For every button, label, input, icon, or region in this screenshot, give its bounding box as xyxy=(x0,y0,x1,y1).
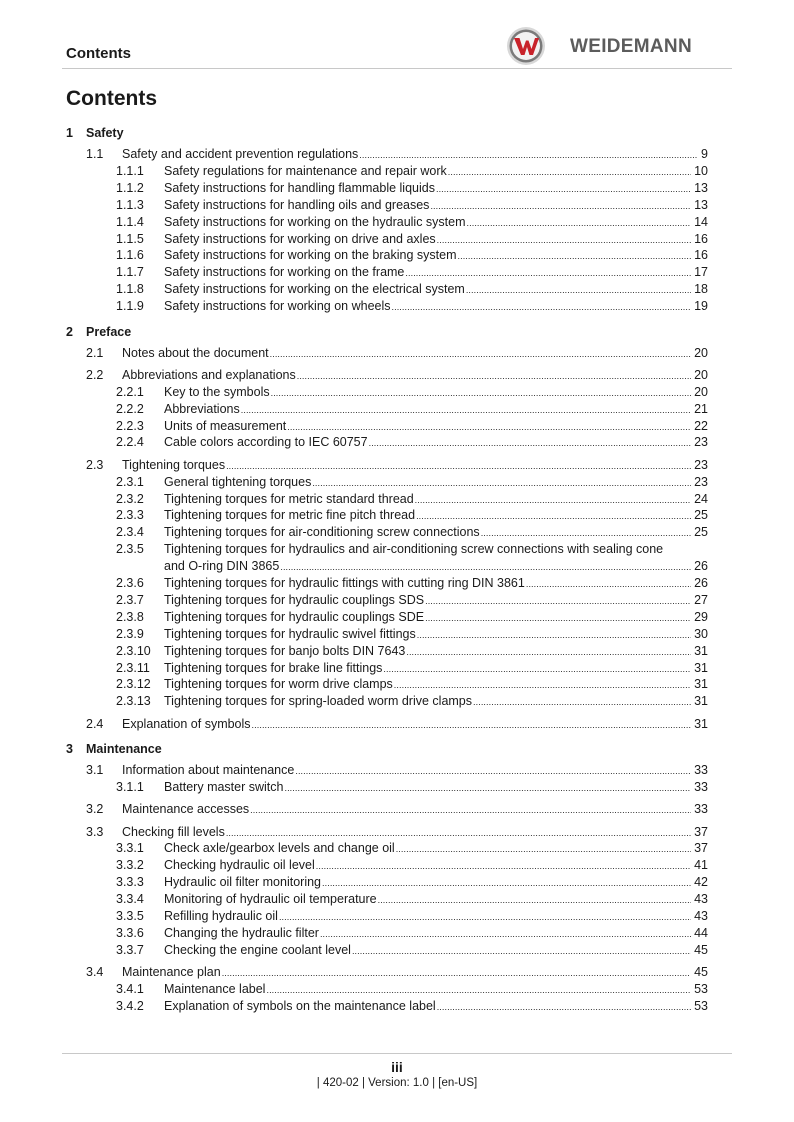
toc-entry[interactable] xyxy=(0,891,794,908)
toc-entry-line xyxy=(164,891,708,909)
toc-entry-page: 53 xyxy=(694,982,708,996)
dot-leader xyxy=(297,367,691,385)
toc-entry-number: 2.1 xyxy=(86,345,104,360)
toc-entry-number: 1.1.9 xyxy=(116,299,144,314)
dot-leader xyxy=(250,801,691,819)
dot-leader xyxy=(352,942,691,960)
toc-entry-line xyxy=(164,281,708,299)
toc-entry-title: Safety instructions for handling oils and greases xyxy=(164,197,430,212)
toc-entry-number: 2.3.9 xyxy=(116,626,144,641)
toc-entry[interactable] xyxy=(0,908,794,925)
toc-entry-number: 2.3.5 xyxy=(116,542,144,557)
toc-entry-page: 22 xyxy=(694,418,708,433)
toc-entry-line xyxy=(164,214,708,232)
toc-entry-title: Tightening torques for hydraulic swivel fittings xyxy=(164,626,416,641)
header-title: Contents xyxy=(66,45,131,62)
toc-entry-page: 26 xyxy=(694,576,708,590)
toc-entry-line xyxy=(164,643,708,661)
toc-entry-line xyxy=(122,964,708,982)
dot-leader xyxy=(270,345,691,363)
document-version: | 420-02 | Version: 1.0 | [en-US] xyxy=(316,1077,478,1089)
toc-entry-number: 3.3.4 xyxy=(116,892,144,907)
toc-entry[interactable] xyxy=(0,474,794,491)
dot-leader xyxy=(430,197,691,215)
toc-entry-line xyxy=(164,163,708,181)
toc-entry-title: Monitoring of hydraulic oil temperature xyxy=(164,892,377,907)
toc-entry-line xyxy=(164,592,708,610)
toc-entry-line xyxy=(164,840,708,858)
toc-entry-line xyxy=(164,908,708,926)
toc-entry-line xyxy=(164,609,708,627)
toc-entry-page: 17 xyxy=(694,265,708,280)
toc-entry[interactable] xyxy=(0,418,794,435)
toc-entry[interactable] xyxy=(0,214,794,231)
toc-entry-title: Tightening torques for worm drive clamps xyxy=(164,677,393,692)
toc-entry[interactable] xyxy=(0,247,794,264)
dot-leader xyxy=(436,180,691,198)
toc-entry[interactable] xyxy=(0,231,794,248)
toc-entry-line xyxy=(164,298,708,316)
dot-leader xyxy=(425,609,691,627)
toc-entry-page: 18 xyxy=(694,282,708,297)
toc-entry[interactable] xyxy=(0,367,794,384)
toc-entry-title: Safety instructions for working on the hydraulic system xyxy=(164,214,466,229)
toc-entry-line xyxy=(164,180,708,198)
brand-wordmark: WEIDEMANN xyxy=(570,36,692,57)
toc-entry-title: Maintenance accesses xyxy=(122,802,250,817)
toc-entry-number: 2.4 xyxy=(86,716,104,731)
toc-entry[interactable] xyxy=(0,824,794,841)
toc-entry-number: 3.3.1 xyxy=(116,841,144,856)
toc-entry[interactable] xyxy=(0,401,794,418)
toc-entry[interactable] xyxy=(0,491,794,508)
toc-entry[interactable] xyxy=(0,281,794,298)
toc-entry-title: Changing the hydraulic filter xyxy=(164,925,319,940)
toc-entry-line xyxy=(122,146,708,164)
toc-entry-number: 2.3 xyxy=(86,457,104,472)
toc-entry[interactable] xyxy=(0,163,794,180)
toc-entry-number: 2.3.7 xyxy=(116,592,144,607)
toc-entry-number: 2.2.3 xyxy=(116,418,144,433)
dot-leader xyxy=(415,491,691,509)
toc-entry-title: Maintenance label xyxy=(164,982,266,996)
toc-entry-page: 37 xyxy=(694,824,708,839)
toc-entry[interactable] xyxy=(0,840,794,857)
chapter-title: Preface xyxy=(86,324,132,339)
toc-entry-page: 23 xyxy=(694,457,708,472)
dot-leader xyxy=(252,716,692,734)
toc-entry[interactable] xyxy=(0,592,794,609)
toc-entry-title: Abbreviations xyxy=(164,401,240,416)
dot-leader xyxy=(396,840,691,858)
dot-leader xyxy=(271,384,691,402)
toc-entry-title-line1: Tightening torques for hydraulics and air-conditioning screw connections with sealing cone xyxy=(164,542,664,557)
toc-entry-number: 3.3.7 xyxy=(116,942,144,957)
toc-entry-title: Tightening torques for spring-loaded worm drive clamps xyxy=(164,694,473,709)
toc-entry-page: 16 xyxy=(694,248,708,263)
toc-entry-line xyxy=(164,247,708,265)
toc-entry-number: 3.3.2 xyxy=(116,858,144,873)
toc-entry-title: and O-ring DIN 3865 xyxy=(164,559,280,574)
toc-entry-title: Units of measurement xyxy=(164,418,287,433)
toc-entry-page: 31 xyxy=(694,660,708,675)
toc-entry-line xyxy=(164,434,708,452)
toc-entry-number: 2.3.11 xyxy=(116,660,150,675)
toc-entry-title: Tightening torques for hydraulic fittings with cutting ring DIN 3861 xyxy=(164,576,525,590)
chapter-number: 3 xyxy=(66,742,73,756)
toc-entry-page: 27 xyxy=(694,592,708,607)
dot-leader xyxy=(322,874,691,892)
toc-entry-number: 2.3.12 xyxy=(116,677,151,692)
dot-leader xyxy=(526,575,691,593)
toc-entry-title: Tightening torques for brake line fittings xyxy=(164,660,383,675)
dot-leader xyxy=(437,231,691,249)
toc-entry-title: Safety instructions for working on the frame xyxy=(164,265,405,280)
toc-entry-line xyxy=(164,857,708,875)
toc-entry-page: 45 xyxy=(694,942,708,957)
toc-entry-number: 2.2.2 xyxy=(116,401,144,416)
dot-leader xyxy=(467,214,692,232)
toc-entry[interactable] xyxy=(0,660,794,677)
toc-entry-number: 1.1.2 xyxy=(116,180,144,195)
toc-entry[interactable] xyxy=(0,524,794,541)
toc-entry-page: 20 xyxy=(694,345,708,360)
dot-leader xyxy=(437,998,691,1016)
toc-entry-page: 23 xyxy=(694,474,708,489)
dot-leader xyxy=(448,163,691,181)
dot-leader xyxy=(369,434,692,452)
toc-entry-title: Safety instructions for working on the electrical system xyxy=(164,282,465,297)
toc-entry[interactable] xyxy=(0,942,794,959)
dot-leader xyxy=(392,298,692,316)
dot-leader xyxy=(405,264,691,282)
toc-entry-page: 19 xyxy=(694,299,708,314)
toc-entry-page: 26 xyxy=(694,559,708,574)
dot-leader xyxy=(359,146,698,164)
toc-entry-line xyxy=(164,575,708,593)
dot-leader xyxy=(284,779,691,797)
toc-entry[interactable] xyxy=(0,801,794,818)
dot-leader xyxy=(320,925,691,943)
toc-entry-number: 2.3.2 xyxy=(116,491,144,506)
toc-entry[interactable] xyxy=(0,981,794,998)
toc-entry-page: 41 xyxy=(694,858,708,873)
toc-entry-title: Explanation of symbols on the maintenance label xyxy=(164,998,436,1013)
weidemann-logo-icon xyxy=(506,26,546,66)
toc-entry-page: 43 xyxy=(694,909,708,923)
toc-entry-title: Key to the symbols xyxy=(164,384,270,399)
toc-entry[interactable] xyxy=(0,434,794,451)
toc-entry-page: 9 xyxy=(701,147,708,161)
toc-entry-page: 53 xyxy=(694,998,708,1013)
toc-entry-number: 1.1 xyxy=(86,147,104,161)
toc-entry-number: 3.4.1 xyxy=(116,982,144,996)
chapter-title: Safety xyxy=(86,126,124,140)
toc-entry[interactable] xyxy=(0,146,794,163)
toc-entry-page: 31 xyxy=(694,643,708,658)
toc-entry-number: 3.4 xyxy=(86,965,104,980)
toc-entry-line xyxy=(122,762,708,780)
toc-entry[interactable] xyxy=(0,874,794,891)
toc-entry-line xyxy=(164,874,708,892)
dot-leader xyxy=(280,558,691,576)
toc-entry-line xyxy=(164,676,708,694)
dot-leader xyxy=(241,401,691,419)
toc-entry[interactable] xyxy=(0,457,794,474)
toc-entry-title: Checking the engine coolant level xyxy=(164,942,351,957)
toc-entry-line xyxy=(164,626,708,644)
toc-entry-line xyxy=(122,801,708,819)
toc-entry-number: 2.2.4 xyxy=(116,435,144,450)
toc-entry-number: 1.1.3 xyxy=(116,197,144,212)
toc-entry-line xyxy=(164,693,708,711)
toc-entry-title: Abbreviations and explanations xyxy=(122,367,296,382)
toc-entry[interactable] xyxy=(0,264,794,281)
page-title: Contents xyxy=(66,87,157,110)
toc-entry-title: Tightening torques for banjo bolts DIN 7643 xyxy=(164,643,406,658)
dot-leader xyxy=(481,524,691,542)
toc-entry[interactable] xyxy=(0,626,794,643)
page-number: iii xyxy=(391,1059,403,1075)
toc-entry-title: Safety instructions for working on drive and axles xyxy=(164,231,436,246)
toc-entry-page: 33 xyxy=(694,779,708,794)
toc-entry[interactable] xyxy=(0,575,794,592)
toc-entry[interactable] xyxy=(0,384,794,401)
toc-entry-number: 1.1.5 xyxy=(116,231,144,246)
toc-entry[interactable] xyxy=(0,964,794,981)
toc-entry-number: 2.3.6 xyxy=(116,576,144,590)
toc-entry[interactable] xyxy=(0,716,794,733)
toc-entry-title: Cable colors according to IEC 60757 xyxy=(164,435,368,450)
toc-entry-page: 21 xyxy=(694,401,708,416)
toc-entry-line xyxy=(164,524,708,542)
toc-entry-title: Tightening torques for metric fine pitch thread xyxy=(164,508,416,523)
toc-entry-line xyxy=(164,981,708,999)
toc-entry-number: 1.1.4 xyxy=(116,214,144,229)
toc-entry-page: 24 xyxy=(694,491,708,506)
toc-entry-page: 25 xyxy=(694,525,708,540)
toc-entry-page: 20 xyxy=(694,367,708,382)
toc-entry[interactable] xyxy=(0,345,794,362)
toc-entry[interactable] xyxy=(0,197,794,214)
dot-leader xyxy=(416,507,691,525)
toc-entry-line xyxy=(164,474,708,492)
toc-entry[interactable] xyxy=(0,507,794,524)
toc-entry-number: 2.3.10 xyxy=(116,643,151,658)
toc-entry-page: 25 xyxy=(694,508,708,523)
toc-entry-line xyxy=(164,660,708,678)
toc-entry-number: 3.4.2 xyxy=(116,998,144,1013)
dot-leader xyxy=(417,626,691,644)
dot-leader xyxy=(226,457,691,475)
chapter-number: 2 xyxy=(66,324,73,339)
toc-entry-number: 3.3.6 xyxy=(116,925,144,940)
toc-entry-title: Information about maintenance xyxy=(122,763,295,777)
toc-entry-title: Safety and accident prevention regulations xyxy=(122,147,359,161)
dot-leader xyxy=(266,981,691,999)
dot-leader xyxy=(378,891,691,909)
footer-divider xyxy=(62,1053,732,1054)
toc-entry[interactable] xyxy=(0,779,794,796)
toc-entry-line xyxy=(122,716,708,734)
toc-entry-title: Check axle/gearbox levels and change oil xyxy=(164,841,395,856)
dot-leader xyxy=(466,281,691,299)
toc-entry-page: 10 xyxy=(694,163,708,178)
toc-entry-line xyxy=(164,197,708,215)
toc-entry-number: 1.1.6 xyxy=(116,248,144,263)
toc-entry-title: Tightening torques for air-conditioning screw connections xyxy=(164,525,480,540)
toc-entry-page: 16 xyxy=(694,231,708,246)
header-divider xyxy=(62,68,732,69)
dot-leader xyxy=(287,418,691,436)
toc-entry-line xyxy=(122,345,708,363)
dot-leader xyxy=(383,660,691,678)
toc-entry[interactable] xyxy=(0,998,794,1015)
toc-entry-number: 2.2 xyxy=(86,367,104,382)
dot-leader xyxy=(394,676,691,694)
toc-entry-page: 33 xyxy=(694,802,708,817)
toc-entry-line xyxy=(122,824,708,842)
toc-entry[interactable] xyxy=(0,298,794,315)
toc-entry[interactable] xyxy=(0,762,794,779)
toc-entry[interactable] xyxy=(0,609,794,626)
toc-entry[interactable] xyxy=(0,676,794,693)
toc-entry-line xyxy=(164,401,708,419)
toc-entry-page: 13 xyxy=(694,180,708,195)
toc-entry-page: 37 xyxy=(694,841,708,856)
toc-entry-title: Maintenance plan xyxy=(122,965,221,980)
chapter-number: 1 xyxy=(66,126,73,140)
toc-entry-number: 2.3.1 xyxy=(116,474,144,489)
toc-entry-number: 3.1 xyxy=(86,763,104,777)
toc-entry-line xyxy=(164,231,708,249)
toc-entry-title: Tightening torques for metric standard thread xyxy=(164,491,414,506)
toc-entry-page: 23 xyxy=(694,435,708,450)
dot-leader xyxy=(473,693,691,711)
toc-entry[interactable] xyxy=(0,542,794,575)
toc-entry-line xyxy=(164,491,708,509)
toc-entry-title: Safety instructions for working on wheels xyxy=(164,299,391,314)
dot-leader xyxy=(222,964,691,982)
chapter-title: Maintenance xyxy=(86,742,162,756)
toc-entry-number: 2.3.8 xyxy=(116,609,144,624)
toc-entry-page: 45 xyxy=(694,965,708,980)
toc-entry-title: Safety regulations for maintenance and repair work xyxy=(164,163,447,178)
toc-entry-page: 13 xyxy=(694,197,708,212)
toc-entry-page: 14 xyxy=(694,214,708,229)
toc-entry-number: 2.3.4 xyxy=(116,525,144,540)
toc-entry-page: 20 xyxy=(694,384,708,399)
toc-entry-number: 3.3 xyxy=(86,824,104,839)
dot-leader xyxy=(316,857,691,875)
toc-entry-title: Tightening torques xyxy=(122,457,226,472)
toc-entry-line xyxy=(164,558,708,576)
toc-entry-page: 33 xyxy=(694,763,708,777)
toc-entry-title: Tightening torques for hydraulic couplings SDE xyxy=(164,609,425,624)
dot-leader xyxy=(279,908,691,926)
toc-entry-title: Tightening torques for hydraulic couplings SDS xyxy=(164,592,425,607)
brand-logo xyxy=(506,26,736,66)
toc-entry-title: Checking fill levels xyxy=(122,824,225,839)
toc-entry-page: 44 xyxy=(694,925,708,940)
toc-entry-title: Checking hydraulic oil level xyxy=(164,858,315,873)
toc-entry-line xyxy=(164,384,708,402)
toc-entry[interactable] xyxy=(0,857,794,874)
toc-entry[interactable] xyxy=(0,925,794,942)
toc-entry-title: Explanation of symbols xyxy=(122,716,251,731)
toc-entry-number: 3.3.3 xyxy=(116,875,144,890)
toc-entry[interactable] xyxy=(0,180,794,197)
toc-entry-title: Notes about the document xyxy=(122,345,269,360)
toc-entry-title: Safety instructions for handling flammable liquids xyxy=(164,180,435,195)
toc-entry-line xyxy=(164,507,708,525)
toc-entry-title: Battery master switch xyxy=(164,779,284,794)
dot-leader xyxy=(226,824,691,842)
toc-entry-number: 1.1.7 xyxy=(116,265,144,280)
toc-entry-number: 3.1.1 xyxy=(116,779,144,794)
toc-entry-number: 3.3.5 xyxy=(116,909,144,923)
toc-entry-page: 31 xyxy=(694,694,708,709)
toc-entry-number: 2.3.3 xyxy=(116,508,144,523)
toc-entry-page: 30 xyxy=(694,626,708,641)
toc-entry-number: 2.3.13 xyxy=(116,694,151,709)
toc-entry-title: General tightening torques xyxy=(164,474,312,489)
toc-entry[interactable] xyxy=(0,693,794,710)
toc-entry-title: Hydraulic oil filter monitoring xyxy=(164,875,322,890)
toc-entry-number: 2.2.1 xyxy=(116,384,144,399)
toc-entry-page: 31 xyxy=(694,716,708,731)
toc-entry-page: 42 xyxy=(694,875,708,890)
toc-entry-page: 29 xyxy=(694,609,708,624)
dot-leader xyxy=(312,474,691,492)
toc-entry-number: 1.1.1 xyxy=(116,163,144,178)
toc-entry-line xyxy=(122,457,708,475)
toc-entry-line xyxy=(164,998,708,1016)
toc-entry-title: Refilling hydraulic oil xyxy=(164,909,278,923)
toc-entry-line xyxy=(164,418,708,436)
dot-leader xyxy=(425,592,691,610)
toc-entry-page: 43 xyxy=(694,892,708,907)
dot-leader xyxy=(458,247,692,265)
toc-entry[interactable] xyxy=(0,643,794,660)
dot-leader xyxy=(406,643,691,661)
toc-entry-line xyxy=(164,779,708,797)
toc-entry-line xyxy=(164,942,708,960)
dot-leader xyxy=(295,762,691,780)
toc-entry-number: 3.2 xyxy=(86,802,104,817)
toc-entry-line xyxy=(122,367,708,385)
toc-entry-title: Safety instructions for working on the braking system xyxy=(164,248,457,263)
toc-entry-line xyxy=(164,264,708,282)
toc-entry-page: 31 xyxy=(694,677,708,692)
toc-entry-line xyxy=(164,925,708,943)
toc-entry-number: 1.1.8 xyxy=(116,282,144,297)
